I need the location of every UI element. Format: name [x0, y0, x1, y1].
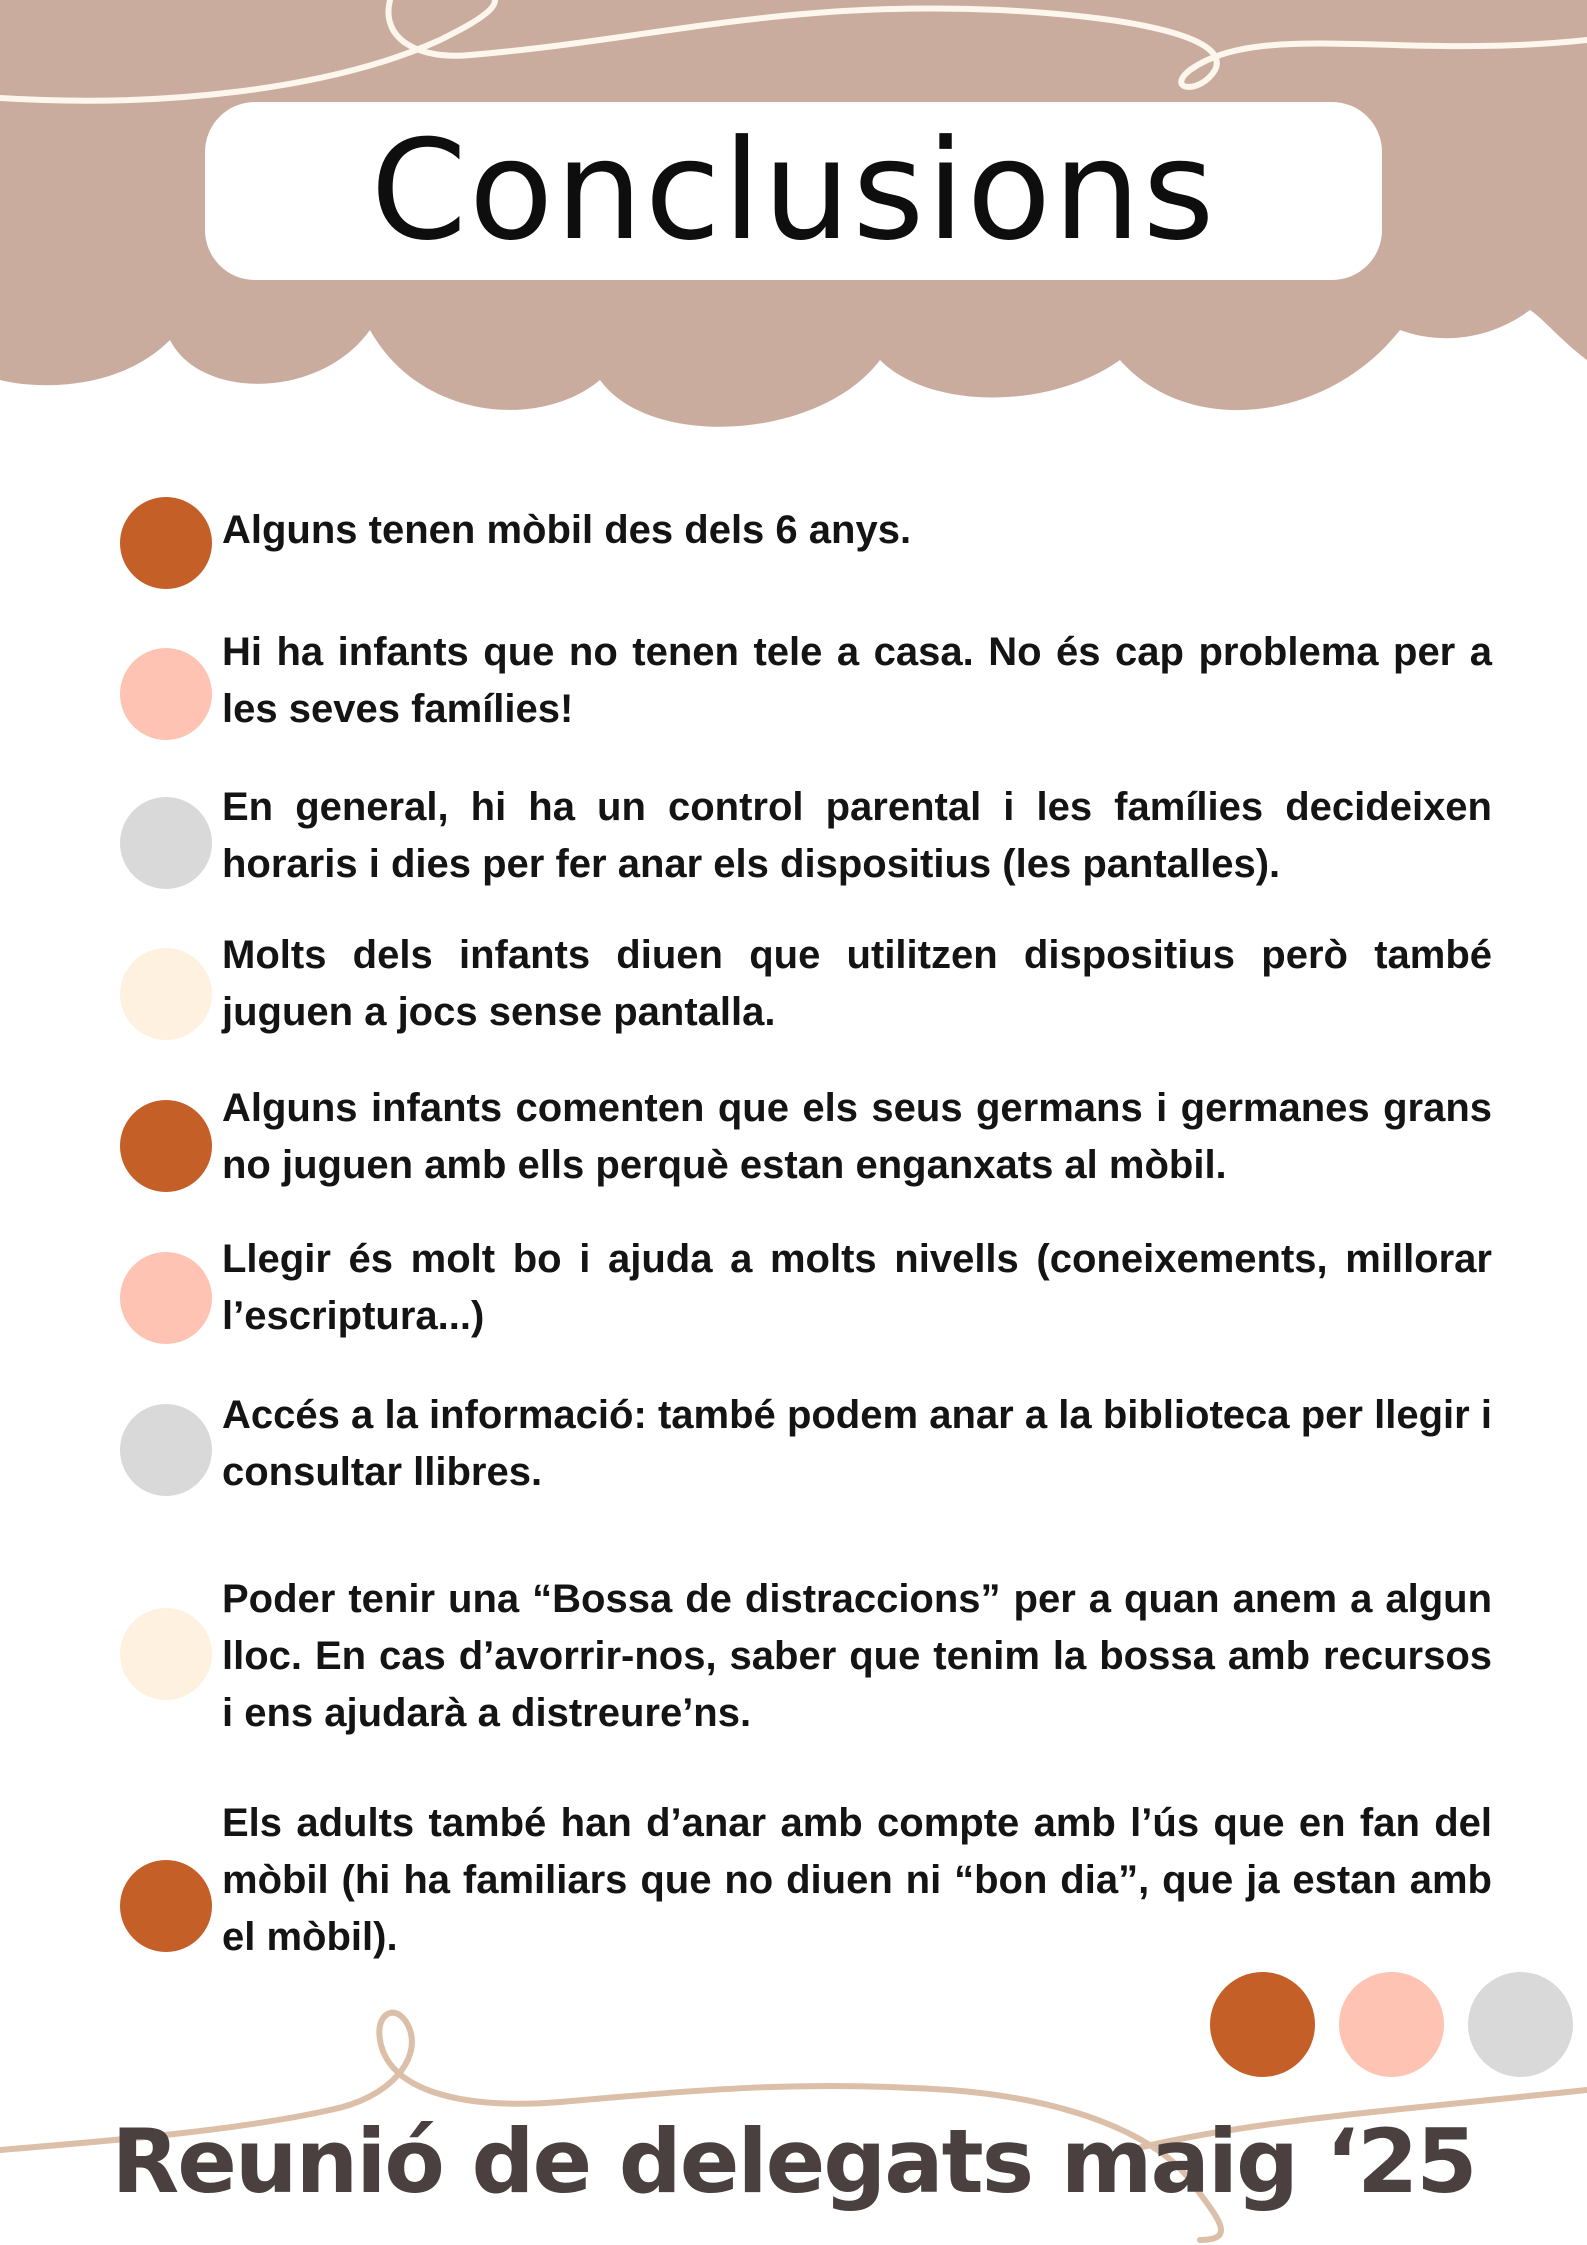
- bullet-dot: [120, 948, 212, 1040]
- bullet-dot: [120, 797, 212, 889]
- item-text: Poder tenir una “Bossa de distraccions” per a quan anem a algun lloc. En cas d’avorrir-nos, saber que tenim la bossa amb recursos i ens ajudarà a distreure’ns.: [222, 1577, 1492, 1735]
- page-title: Conclusions: [370, 110, 1217, 271]
- item-text: Alguns tenen mòbil des dels 6 anys.: [222, 508, 912, 552]
- title-box: [205, 102, 1382, 280]
- item-text: Molts dels infants diuen que utilitzen dispositius però també juguen a jocs sense pantalla.: [222, 933, 1492, 1034]
- item-text: Els adults també han d’anar amb compte amb l’ús que en fan del mòbil (hi ha familiars que no diuen ni “bon dia”, que ja estan amb el mòbil).: [222, 1801, 1492, 1959]
- item-text: Alguns infants comenten que els seus germans i germanes grans no juguen amb ells perquè estan enganxats al mòbil.: [222, 1086, 1492, 1187]
- item-text: Hi ha infants que no tenen tele a casa. No és cap problema per a les seves famílies!: [222, 630, 1492, 731]
- bullet-dot: [120, 648, 212, 740]
- footer-dot-pink: [1339, 1972, 1444, 2077]
- bullet-dot: [120, 1252, 212, 1344]
- bullet-dot: [120, 1100, 212, 1192]
- item-text: En general, hi ha un control parental i les famílies decideixen horaris i dies per fer anar els dispositius (les pantalles).: [222, 785, 1492, 886]
- bullet-dot: [120, 1860, 212, 1952]
- item-text: Accés a la informació: també podem anar a la biblioteca per llegir i consultar llibres.: [222, 1393, 1492, 1494]
- bullet-dot: [120, 1608, 212, 1700]
- footer-dot-gray: [1468, 1972, 1573, 2077]
- footer-title: Reunió de delegats maig ‘25: [111, 2110, 1476, 2213]
- item-text: Llegir és molt bo i ajuda a molts nivells (coneixements, millorar l’escriptura...): [222, 1237, 1492, 1338]
- bullet-dot: [120, 497, 212, 589]
- footer-dot-orange: [1210, 1972, 1315, 2077]
- bullet-dot: [120, 1404, 212, 1496]
